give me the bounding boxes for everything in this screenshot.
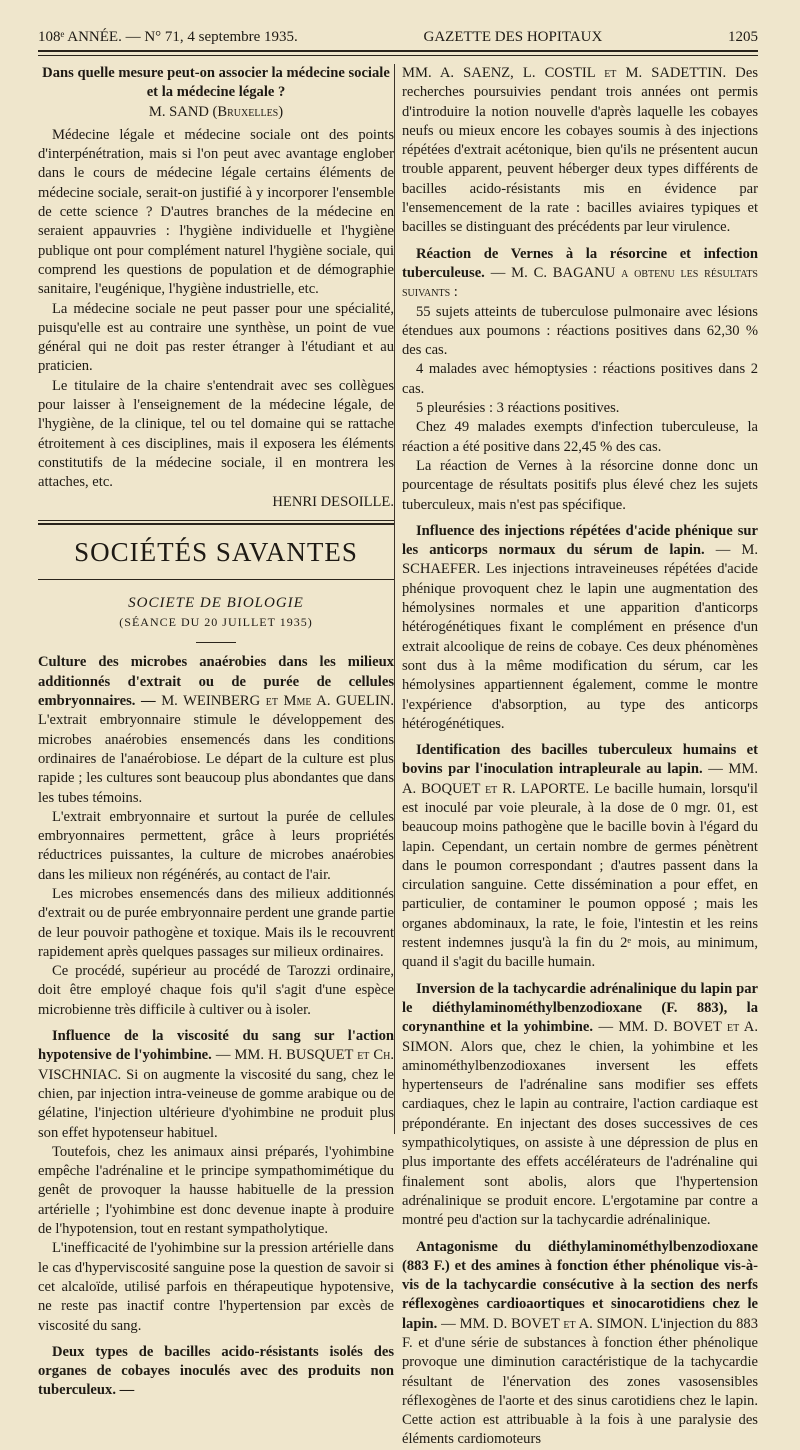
paragraph: 5 pleurésies : 3 réactions positives.	[416, 400, 620, 417]
article-authors: MM. A. SAENZ, L. COSTIL et M. SADETTIN.	[402, 65, 727, 81]
paragraph	[38, 1027, 394, 1143]
header-rule	[38, 50, 758, 52]
paragraph: La médecine sociale ne peut passer pour une spécialité, puisqu'elle est au contraire une synthèse, un point de vue général qui ne doit pas rester étranger à l'étudiant et au praticien.	[38, 300, 394, 375]
society-name: SOCIETE DE BIOLOGIE	[128, 594, 304, 611]
paragraph: L'extrait embryonnaire et surtout la purée de cellules embryonnaires permettent, grâce à leurs propriétés réductrices puissantes, la culture de microbes anaérobies dans les milieux non régénérés, au contact de l'air.	[38, 808, 394, 883]
paragraph: La réaction de Vernes à la résorcine donne donc un pourcentage de résultats positifs plus élevé chez les sujets tuberculeux, mais n'est pas spécifique.	[402, 457, 758, 513]
paragraph-text: Si on augmente la viscosité du sang, chez le chien, par injection intra-veineuse de gomme arabique ou de gélatine, l'injection ultérieure d'yohimbine ne produit plus son effet hypotenseur habituel.	[38, 1066, 394, 1141]
paragraph	[402, 522, 758, 734]
paragraph: Chez 49 malades exempts d'infection tuberculeuse, la réaction a été positive dans 22,45 % des cas.	[402, 419, 758, 455]
article-author: M. SAND (Bruxelles)	[148, 103, 284, 120]
section-rule	[38, 520, 394, 521]
paragraph: 55 sujets atteints de tuberculose pulmonaire avec lésions étendues aux poumons : réactions positives dans 62,30 % des cas.	[402, 303, 758, 359]
running-head	[38, 22, 758, 46]
section-heading: SOCIÉTÉS SAVANTES	[74, 536, 358, 567]
section-rule-thick	[38, 523, 394, 525]
article-title: Culture des microbes anaérobies dans les milieux additionnés d'extrait ou de purée de cellules embryonnaires. —	[38, 654, 394, 710]
paragraph	[38, 653, 394, 807]
paragraph: 4 malades avec hémoptysies : réactions positives dans 2 cas.	[402, 361, 758, 397]
paragraph-text: Des recherches poursuivies pendant trois années ont permis d'introduire la notion nouvelle d'après laquelle les cobayes neufs ou mieux encore les cobayes soumis à des injections répétées d'extrait acétonique, bien qu'ils ne présentent aucun trouble apparent, peuvent héberger deux types différents de bacilles acido-résistants mis en évidence par l'ensemencement de la rate : bacilles aviaires typiques et bacilles se distinguant des précédents par leur virulence.	[402, 65, 758, 236]
right-column	[402, 64, 758, 1450]
paragraph-text: Alors que, chez le chien, la yohimbine et les aminométhylbenzodioxanes inversent les effets hypertenseurs de l'adrénaline sans modifier ses effets cardiaques, chez le lapin au contraire, l'action cardiaque est prépondérante. En injectant des doses successives de ces sympathicolytiques, on assiste à une dépression de plus en plus importante des effets accélérateurs de l'adrénaline qui finalement sont abolis, alors que l'hypertension adrénalinique se produit encore. L'ergotamine par contre a montré peu d'action sur la tachycardie adrénalinique.	[402, 1038, 758, 1229]
article-title: Identification des bacilles tuberculeux humains et bovins par l'inoculation intrapleurale au lapin.	[402, 742, 758, 778]
session-date: (SÉANCE DU 20 JUILLET 1935)	[119, 615, 313, 630]
header-rule-thin	[38, 55, 758, 56]
paragraph-text: L'injection du 883 F. et d'une série de substances à fonction éther phénolique provoque une diminution caractéristique de la tachycardie résultant de l'énervation des zones vasosensibles réflexogènes de l'aorte et des sinus carotidiens chez le lapin. Cette action est attribuable à la fois à une paralysie des éléments cardiomoteurs	[402, 1315, 758, 1448]
article-title: Antagonisme du diéthylaminométhylbenzodioxane (883 F.) et des amines à fonction éther phénolique vis-à-vis de la tachycardie consécutive à la section des nerfs réflexogènes cardioaortiques et sinocarotidiens chez le lapin.	[402, 1238, 758, 1332]
paragraph	[402, 980, 758, 1231]
article-authors: — M. C. BAGANU a obtenu les résultats suivants :	[402, 264, 758, 301]
paragraph: Le titulaire de la chaire s'entendrait avec ses collègues pour laisser à l'enseignement de la médecine légale, de l'hygiène, de la clinique, tel ou tel domaine qui se rattache étroitement à ces disciplines, mais il exposera les éléments constitutifs de la médecine sociale, il en montrera les attaches, etc.	[38, 377, 394, 491]
article-title: Influence de la viscosité du sang sur l'action hypotensive de l'yohimbine.	[38, 1028, 394, 1064]
article-title: Influence des injections répétées d'acide phénique sur les anticorps normaux du sérum de lapin.	[402, 522, 758, 559]
article-title: Réaction de Vernes à la résorcine et infection tuberculeuse.	[402, 245, 758, 281]
article-authors: — MM. H. BUSQUET et Ch. VISCHNIAC.	[38, 1047, 394, 1083]
paragraph	[402, 741, 758, 973]
article-title: Inversion de la tachycardie adrénalinique du lapin par le diéthylaminométhylbenzodioxane (F. 883), la corynanthine et la yohimbine.	[402, 980, 758, 1036]
issue-line: 108ᵉ ANNÉE. — N° 71, 4 septembre 1935.	[38, 29, 298, 45]
paragraph	[402, 245, 758, 303]
paragraph: L'inefficacité de l'yohimbine sur la pression artérielle dans le cas d'hyperviscosité sanguine pose la question de savoir si cet alcaloïde, utilisé parfois en thérapeutique hypotensive, ne reste pas inactif contre l'hypertension par excès de viscosité du sang.	[38, 1240, 394, 1334]
signature: HENRI DESOILLE.	[272, 493, 394, 510]
paragraph-text: L'extrait embryonnaire stimule le développement des microbes anaérobies ensemencés dans les conditions ordinaires de l'anaérobiose. Le départ de la culture est plus rapide ; les cultures sont beaucoup plus abondantes que dans les tubes témoins.	[38, 712, 394, 806]
short-rule	[196, 642, 236, 643]
section-rule	[38, 579, 394, 580]
article-authors: — M. SCHAEFER.	[402, 542, 759, 578]
article-title: Dans quelle mesure peut-on associer la médecine sociale et la médecine légale ?	[42, 65, 390, 101]
journal-title: GAZETTE DES HOPITAUX	[423, 29, 603, 45]
paragraph	[402, 64, 758, 238]
paragraph: Médecine légale et médecine sociale ont des points d'interpénétration, mais si l'on peut avec avantage englober dans le cours de médecine légale certains éléments de médecine sociale, serait-on justifié à y incorporer l'ensemble de cette science ? D'autres branches de la médecine en seraient appauvries : l'hygiène individuelle et l'hygiène publique ont pour complément naturel l'hygiène sociale, qui comprend les questions de population et de démographie sanitaire, l'eugénique, l'hygiène industrielle, etc.	[38, 126, 394, 298]
page-number: 1205	[728, 29, 758, 45]
paragraph: Ce procédé, supérieur au procédé de Tarozzi ordinaire, doit être employé chaque fois qu'il s'agit d'une espèce microbienne très difficile à cultiver ou à isoler.	[38, 963, 394, 1018]
article-authors: — MM. D. BOVET et A. SIMON.	[441, 1315, 648, 1332]
paragraph	[402, 1238, 758, 1450]
article-authors: — MM. A. BOQUET et R. LAPORTE.	[402, 761, 759, 797]
article-title: Deux types de bacilles acido-résistants isolés des organes de cobayes inoculés avec des produits non tuberculeux. —	[38, 1343, 394, 1399]
article-authors: — MM. D. BOVET et A. SIMON.	[402, 1019, 758, 1055]
paragraph-text: Le bacille humain, lorsqu'il est inoculé par voie pleurale, à la dose de 0 mgr. 01, est beaucoup moins pathogène que le bacille bovin à l'égard du lapin. Cependant, un certain nombre de germes pénètrent dans le poumon correspondant ; d'autres passent dans la circulation sanguine. Cette dissémination a pour effet, en particulier, de contaminer le poumon opposé ; mais les organes abdominaux, la rate, le foie, l'intestin et les reins restent indemnes jusqu'à la fin du 2ᵉ mois, au minimum, quand il s'agit du bacille humain.	[402, 780, 758, 971]
paragraph-text: Les injections intraveineuses répétées d'acide phénique provoquent chez le lapin une augmentation des hémolysines normales et une apparition d'anticorps hétérogénétiques fixant le complément en présence d'un extrait alcoolique de reins de cobaye. Ces deux phénomènes sont dus à la même modification du sérum, car les hémolysines appartiennent également, comme le montre l'expérience d'absorption, au type des anticorps hétérogénétiques.	[402, 561, 758, 732]
paragraph: Toutefois, chez les animaux ainsi préparés, l'yohimbine empêche l'adrénaline et le principe sympathomimétique du genêt de provoquer la hausse habituelle de la pression artérielle ; l'yohimbine est donc devenue inapte à produire de l'hypotension, tout en restant sympatholytique.	[38, 1143, 394, 1238]
article-authors: M. WEINBERG et Mme A. GUELIN.	[161, 693, 394, 710]
left-column	[38, 64, 394, 1401]
paragraph: Les microbes ensemencés dans des milieux additionnés d'extrait ou de purée embryonnaire perdent une grande partie de leur pouvoir pathogène et toxique. Mais ils le recouvrent rapidement après quelques passages sur milieux ordinaires.	[38, 885, 394, 960]
column-divider	[394, 64, 395, 1134]
